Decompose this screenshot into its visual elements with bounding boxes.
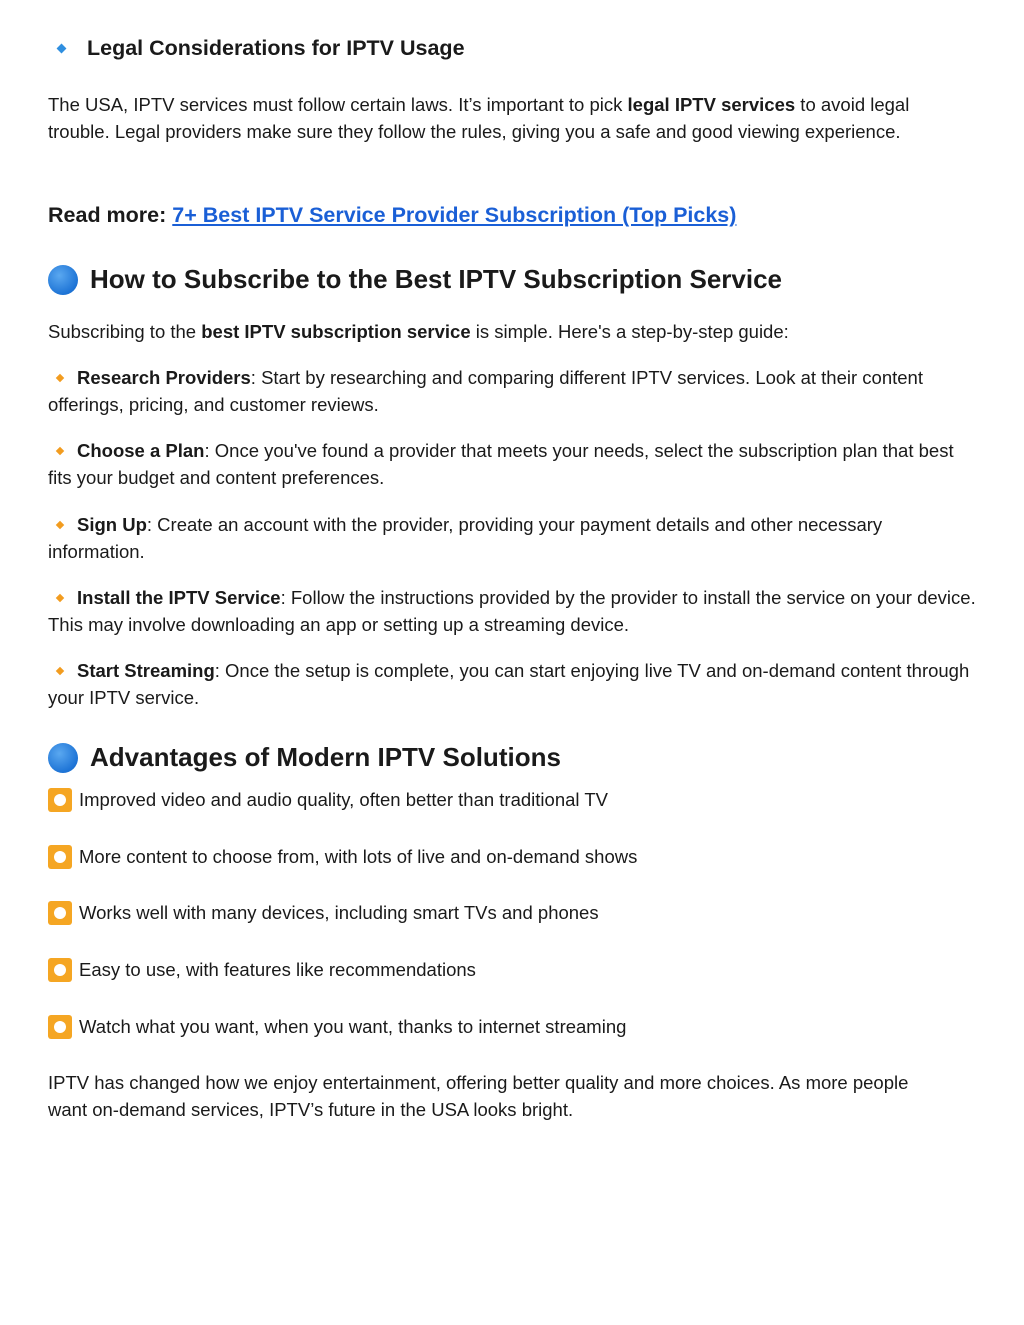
- radio-button-icon: [48, 958, 72, 982]
- step-item: [48, 365, 978, 418]
- radio-button-icon: [48, 1015, 72, 1039]
- blue-circle-icon: [48, 265, 78, 295]
- step-text: : Create an account with the provider, providing your payment details and other necessary information.: [48, 514, 883, 562]
- advantage-text: More content to choose from, with lots of live and on-demand shows: [79, 846, 638, 867]
- advantage-item: [48, 788, 608, 812]
- advantage-item: [48, 1015, 626, 1039]
- advantage-text: Works well with many devices, including smart TVs and phones: [79, 902, 599, 923]
- advantages-heading: [48, 742, 561, 773]
- small-orange-diamond-icon: [56, 373, 64, 381]
- step-title: Install the IPTV Service: [77, 587, 281, 608]
- step-item: [48, 658, 978, 711]
- legal-paragraph-start: The USA, IPTV services must follow certain laws. It’s important to pick: [48, 94, 628, 115]
- subscribe-intro-start: Subscribing to the: [48, 321, 202, 342]
- subscribe-intro-end: is simple. Here's a step-by-step guide:: [470, 321, 789, 342]
- step-item: [48, 585, 978, 638]
- advantage-text: Improved video and audio quality, often better than traditional TV: [79, 789, 608, 810]
- read-more-label: Read more:: [48, 203, 173, 227]
- small-orange-diamond-icon: [56, 593, 64, 601]
- advantage-text: Easy to use, with features like recommendations: [79, 959, 476, 980]
- step-text: : Once the setup is complete, you can start enjoying live TV and on-demand content through your IPTV service.: [48, 660, 970, 708]
- step-item: [48, 512, 978, 565]
- small-orange-diamond-icon: [56, 520, 64, 528]
- step-item: [48, 438, 978, 491]
- subscribe-heading: [48, 264, 782, 295]
- radio-button-icon: [48, 901, 72, 925]
- legal-paragraph-end: to avoid legal trouble. Legal providers make sure they follow the rules, giving you a safe and good viewing experience.: [48, 94, 910, 142]
- legal-paragraph-bold: legal IPTV services: [627, 94, 796, 115]
- advantage-text: Watch what you want, when you want, thanks to internet streaming: [79, 1016, 627, 1037]
- subscribe-heading-text: How to Subscribe to the Best IPTV Subscription Service: [90, 264, 783, 294]
- radio-button-icon: [48, 845, 72, 869]
- advantage-item: [48, 901, 599, 925]
- outro-paragraph: IPTV has changed how we enjoy entertainment, offering better quality and more choices. As more people want on-demand services, IPTV’s future in the USA looks bright.: [48, 1072, 909, 1120]
- step-text: : Start by researching and comparing different IPTV services. Look at their content offerings, pricing, and customer reviews.: [48, 367, 923, 415]
- read-more-link[interactable]: 7+ Best IPTV Service Provider Subscription (Top Picks): [172, 203, 737, 227]
- small-orange-diamond-icon: [56, 446, 64, 454]
- step-text: : Follow the instructions provided by the provider to install the service on your device. This may involve downloading an app or setting up a streaming device.: [48, 587, 976, 635]
- subscribe-intro-bold: best IPTV subscription service: [201, 321, 471, 342]
- blue-circle-icon: [48, 743, 78, 773]
- step-title: Sign Up: [77, 514, 147, 535]
- step-title: Start Streaming: [77, 660, 215, 681]
- small-blue-diamond-icon: [57, 44, 67, 54]
- advantage-item: [48, 958, 476, 982]
- legal-heading: [54, 36, 465, 61]
- legal-paragraph: [48, 92, 968, 145]
- step-title: Research Providers: [77, 367, 251, 388]
- legal-heading-text: Legal Considerations for IPTV Usage: [87, 36, 465, 60]
- small-orange-diamond-icon: [56, 666, 64, 674]
- advantage-item: [48, 845, 637, 869]
- subscribe-intro: [48, 319, 789, 346]
- step-text: : Once you've found a provider that meets your needs, select the subscription plan that best fits your budget and content preferences.: [48, 440, 954, 488]
- advantages-heading-text: Advantages of Modern IPTV Solutions: [90, 742, 561, 772]
- read-more: [48, 203, 736, 228]
- radio-button-icon: [48, 788, 72, 812]
- step-title: Choose a Plan: [77, 440, 205, 461]
